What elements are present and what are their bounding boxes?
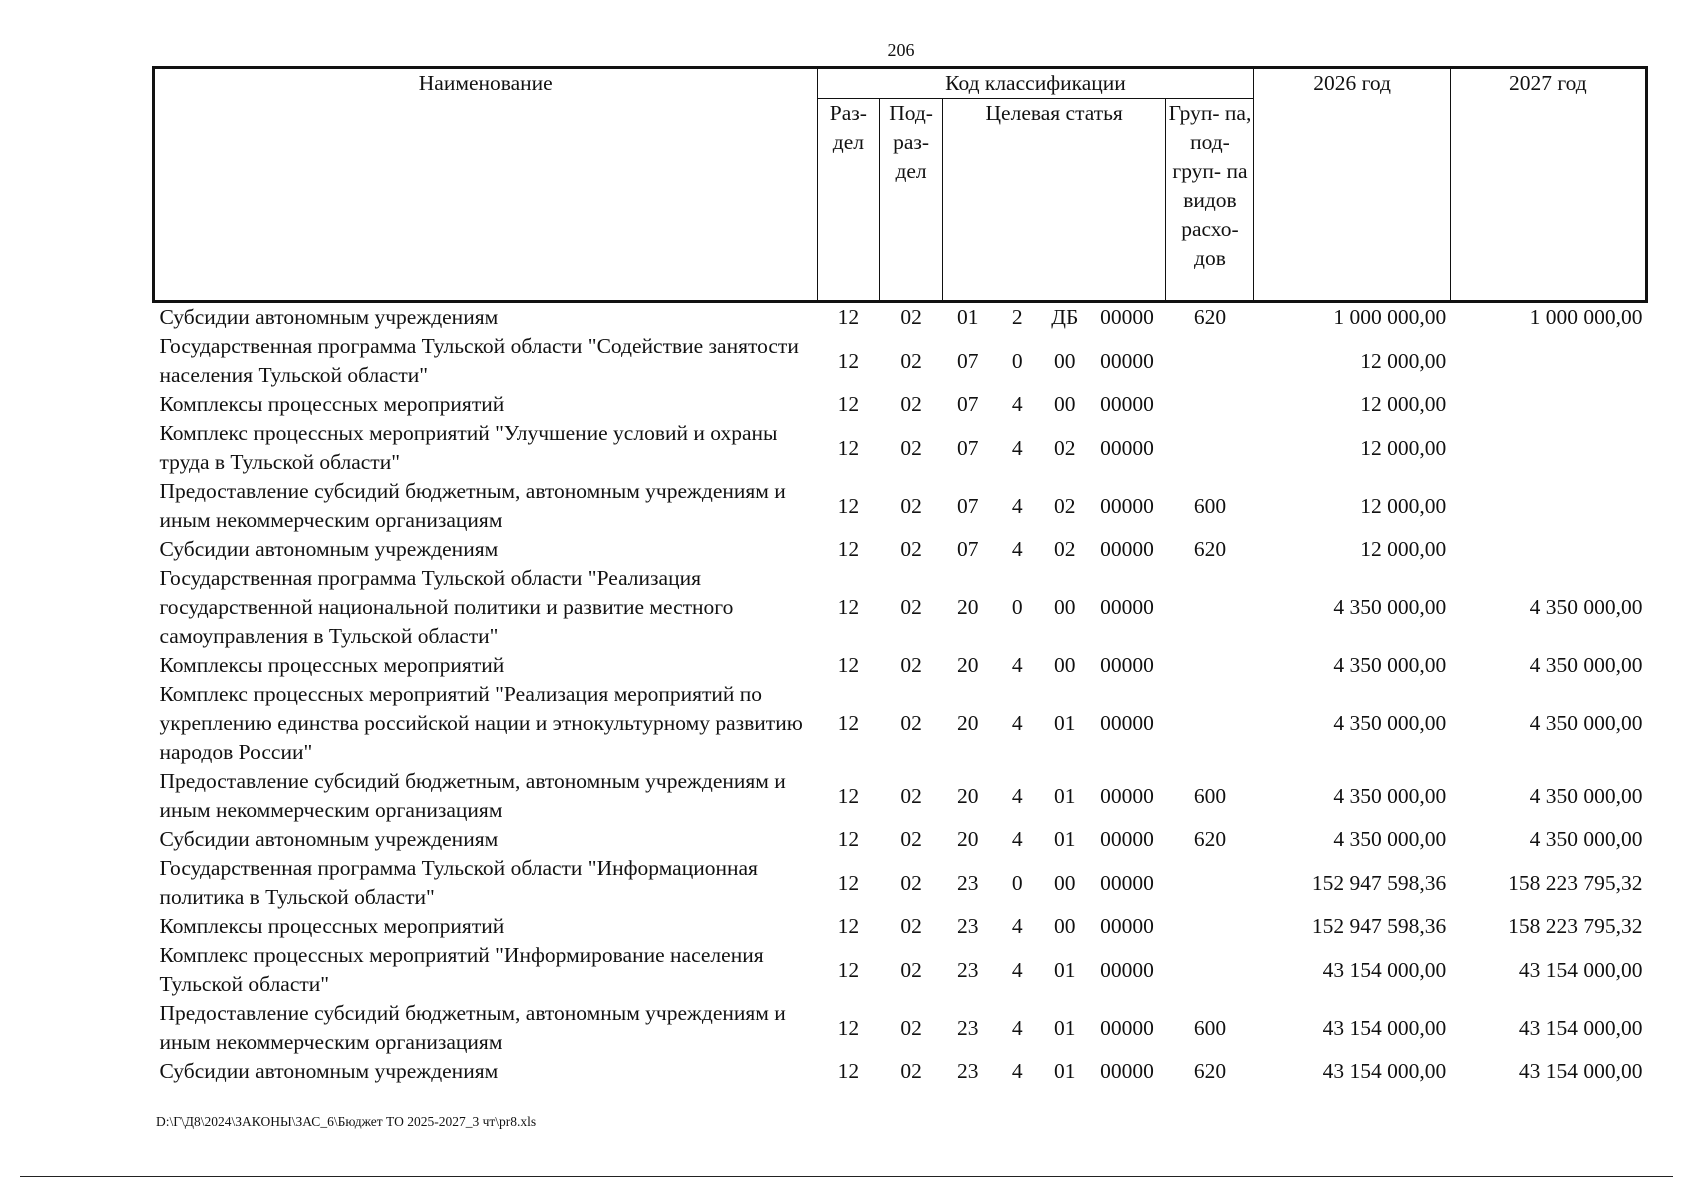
row-target-complex: 01 <box>1054 1015 1076 1040</box>
row-target-direction: 00000 <box>1100 870 1154 895</box>
row-amount-2026: 152 947 598,36 <box>1311 870 1447 895</box>
row-razdel: 12 <box>837 1059 860 1083</box>
row-name: Субсидии автономным учреждениям <box>159 537 499 561</box>
row-target-program: 20 <box>956 653 979 677</box>
row-amount-2027: 4 350 000,00 <box>1529 595 1643 619</box>
row-podrazdel: 02 <box>900 1059 922 1083</box>
row-target-direction: 00000 <box>1100 783 1154 808</box>
row-expense-group <box>1166 680 1254 767</box>
row-name: Предоставление субсидий бюджетным, автономным учреждениям и иным некоммерческим организациям <box>159 479 786 532</box>
row-target-program: 23 <box>956 1015 979 1040</box>
row-name: Комплексы процессных мероприятий <box>159 914 505 938</box>
row-razdel: 12 <box>837 783 860 808</box>
row-amount-2026: 4 350 000,00 <box>1333 827 1447 851</box>
table-row <box>154 941 1647 999</box>
row-name: Комплекс процессных мероприятий "Реализация мероприятий по укреплению единства российской нации и этнокультурному развитию народов России" <box>159 682 803 764</box>
row-name: Субсидии автономным учреждениям <box>159 827 499 851</box>
row-podrazdel: 02 <box>900 870 922 895</box>
row-target-type: 4 <box>1011 435 1023 460</box>
row-podrazdel: 02 <box>900 1015 922 1040</box>
row-expense-group <box>1166 941 1254 999</box>
row-podrazdel: 02 <box>900 783 922 808</box>
row-target-program: 23 <box>956 1059 979 1083</box>
table-row <box>154 825 1647 854</box>
row-podrazdel: 02 <box>900 653 922 677</box>
row-amount-2027 <box>1450 535 1646 564</box>
row-target-complex: ДБ <box>1051 305 1079 329</box>
row-amount-2027: 158 223 795,32 <box>1508 914 1643 938</box>
row-target-direction: 00000 <box>1100 305 1154 329</box>
row-podrazdel: 02 <box>900 827 922 851</box>
row-razdel: 12 <box>837 914 860 938</box>
row-target-direction: 00000 <box>1100 493 1154 518</box>
row-razdel: 12 <box>837 595 860 619</box>
row-razdel: 12 <box>837 435 860 460</box>
row-target-program: 07 <box>956 435 979 460</box>
header-year-2027: 2027 год <box>1450 68 1646 302</box>
row-amount-2027: 4 350 000,00 <box>1529 783 1643 808</box>
row-target-complex: 01 <box>1054 711 1076 735</box>
header-razdel: Раз- дел <box>817 99 880 302</box>
row-razdel: 12 <box>837 348 860 373</box>
row-target-type: 4 <box>1011 827 1023 851</box>
row-amount-2027: 158 223 795,32 <box>1508 870 1643 895</box>
file-path-footer: D:\Г\Д8\2024\ЗАКОНЫ\ЗАС_6\Бюджет ТО 2025-2027_3 чт\pr8.xls <box>156 1114 537 1129</box>
row-amount-2026: 43 154 000,00 <box>1322 1015 1447 1040</box>
header-year-2026: 2026 год <box>1254 68 1450 302</box>
row-target-direction: 00000 <box>1100 537 1154 561</box>
row-expense-group: 620 <box>1193 1059 1227 1083</box>
row-amount-2027 <box>1450 390 1646 419</box>
row-target-program: 23 <box>956 914 979 938</box>
budget-table <box>152 66 1648 1086</box>
table-row <box>154 390 1647 419</box>
table-row <box>154 999 1647 1057</box>
row-target-complex: 02 <box>1054 537 1076 561</box>
table-row <box>154 564 1647 651</box>
row-amount-2027 <box>1450 419 1646 477</box>
row-target-type: 0 <box>1011 348 1023 373</box>
row-expense-group: 600 <box>1193 1015 1227 1040</box>
row-target-direction: 00000 <box>1100 653 1154 677</box>
row-amount-2026: 1 000 000,00 <box>1333 305 1447 329</box>
row-expense-group <box>1166 912 1254 941</box>
table-header <box>154 68 1647 302</box>
row-name: Комплексы процессных мероприятий <box>159 653 505 677</box>
row-target-direction: 00000 <box>1100 957 1154 982</box>
row-target-program: 20 <box>956 783 979 808</box>
table-row <box>154 1057 1647 1086</box>
row-target-type: 0 <box>1011 595 1023 619</box>
row-name: Субсидии автономным учреждениям <box>159 1059 499 1083</box>
row-target-type: 2 <box>1011 305 1023 329</box>
row-expense-group <box>1166 419 1254 477</box>
row-target-complex: 00 <box>1054 348 1076 373</box>
row-name: Субсидии автономным учреждениям <box>159 305 499 329</box>
row-name: Предоставление субсидий бюджетным, автономным учреждениям и иным некоммерческим организациям <box>159 1001 786 1054</box>
row-target-type: 0 <box>1011 870 1023 895</box>
row-amount-2027: 4 350 000,00 <box>1529 827 1643 851</box>
row-expense-group <box>1166 854 1254 912</box>
row-podrazdel: 02 <box>900 493 922 518</box>
row-podrazdel: 02 <box>900 435 922 460</box>
row-razdel: 12 <box>837 537 860 561</box>
row-name: Комплекс процессных мероприятий "Информирование населения Тульской области" <box>159 943 764 996</box>
row-amount-2027: 4 350 000,00 <box>1529 653 1643 677</box>
header-target-article: Целевая статья <box>942 99 1166 302</box>
row-name: Комплексы процессных мероприятий <box>159 392 505 416</box>
row-expense-group <box>1166 390 1254 419</box>
row-target-complex: 02 <box>1054 435 1076 460</box>
row-razdel: 12 <box>837 1015 860 1040</box>
row-amount-2027: 43 154 000,00 <box>1518 1059 1643 1083</box>
row-podrazdel: 02 <box>900 305 922 329</box>
row-amount-2027: 43 154 000,00 <box>1518 1015 1643 1040</box>
row-target-type: 4 <box>1011 914 1023 938</box>
row-amount-2026: 43 154 000,00 <box>1322 957 1447 982</box>
row-target-type: 4 <box>1011 711 1023 735</box>
row-amount-2027: 4 350 000,00 <box>1529 711 1643 735</box>
row-target-complex: 01 <box>1054 1059 1076 1083</box>
row-expense-group: 600 <box>1193 493 1227 518</box>
table-row <box>154 912 1647 941</box>
header-podrazdel: Под- раз- дел <box>880 99 943 302</box>
row-target-direction: 00000 <box>1100 1015 1154 1040</box>
row-expense-group <box>1166 332 1254 390</box>
row-podrazdel: 02 <box>900 957 922 982</box>
row-amount-2026: 12 000,00 <box>1360 537 1447 561</box>
row-target-type: 4 <box>1011 1059 1023 1083</box>
row-expense-group: 600 <box>1193 783 1227 808</box>
page-number: 206 <box>887 40 915 60</box>
row-target-complex: 00 <box>1054 653 1076 677</box>
row-name: Комплекс процессных мероприятий "Улучшение условий и охраны труда в Тульской области" <box>159 421 778 474</box>
table-row <box>154 651 1647 680</box>
row-amount-2027 <box>1450 332 1646 390</box>
row-target-direction: 00000 <box>1100 348 1154 373</box>
row-amount-2026: 4 350 000,00 <box>1333 711 1447 735</box>
row-target-complex: 01 <box>1054 957 1076 982</box>
row-amount-2026: 12 000,00 <box>1360 435 1447 460</box>
header-code: Код классификации <box>817 68 1254 99</box>
row-amount-2026: 12 000,00 <box>1360 392 1447 416</box>
row-amount-2026: 43 154 000,00 <box>1322 1059 1447 1083</box>
row-podrazdel: 02 <box>900 914 922 938</box>
row-razdel: 12 <box>837 493 860 518</box>
row-podrazdel: 02 <box>900 348 922 373</box>
row-expense-group <box>1166 564 1254 651</box>
row-target-program: 20 <box>956 711 979 735</box>
row-target-direction: 00000 <box>1100 435 1154 460</box>
row-target-complex: 01 <box>1054 827 1076 851</box>
row-amount-2026: 4 350 000,00 <box>1333 783 1447 808</box>
row-target-type: 4 <box>1011 537 1023 561</box>
row-razdel: 12 <box>837 653 860 677</box>
row-target-complex: 00 <box>1054 595 1076 619</box>
row-target-direction: 00000 <box>1100 827 1154 851</box>
row-target-direction: 00000 <box>1100 392 1154 416</box>
row-name: Государственная программа Тульской области "Реализация государственной национальной политики и развитие местного самоуправления в Тульской области" <box>159 566 734 648</box>
table-row <box>154 854 1647 912</box>
bottom-rule <box>20 1176 1673 1177</box>
header-name: Наименование <box>154 68 818 302</box>
row-target-complex: 02 <box>1054 493 1076 518</box>
row-target-direction: 00000 <box>1100 914 1154 938</box>
row-expense-group: 620 <box>1193 537 1227 561</box>
row-podrazdel: 02 <box>900 537 922 561</box>
row-target-program: 23 <box>956 957 979 982</box>
row-amount-2026: 12 000,00 <box>1360 493 1447 518</box>
row-amount-2027: 1 000 000,00 <box>1529 305 1643 329</box>
row-target-complex: 00 <box>1054 392 1076 416</box>
row-target-program: 07 <box>956 348 979 373</box>
row-target-complex: 01 <box>1054 783 1076 808</box>
table-row <box>154 332 1647 390</box>
table-row <box>154 767 1647 825</box>
row-expense-group <box>1166 651 1254 680</box>
row-expense-group: 620 <box>1193 827 1227 851</box>
row-target-program: 23 <box>956 870 979 895</box>
row-target-type: 4 <box>1011 493 1023 518</box>
row-razdel: 12 <box>837 957 860 982</box>
budget-table-sheet <box>152 66 1648 1086</box>
row-expense-group: 620 <box>1193 305 1227 329</box>
row-target-program: 20 <box>956 827 979 851</box>
row-target-complex: 00 <box>1054 914 1076 938</box>
row-name: Государственная программа Тульской области "Содействие занятости населения Тульской области" <box>159 334 799 387</box>
row-razdel: 12 <box>837 392 860 416</box>
row-amount-2026: 152 947 598,36 <box>1311 914 1447 938</box>
table-row <box>154 419 1647 477</box>
table-row <box>154 680 1647 767</box>
row-target-type: 4 <box>1011 783 1023 808</box>
row-target-type: 4 <box>1011 392 1023 416</box>
row-razdel: 12 <box>837 711 860 735</box>
row-target-direction: 00000 <box>1100 1059 1154 1083</box>
table-row <box>154 477 1647 535</box>
row-podrazdel: 02 <box>900 711 922 735</box>
row-amount-2026: 4 350 000,00 <box>1333 595 1447 619</box>
row-target-direction: 00000 <box>1100 711 1154 735</box>
row-amount-2027 <box>1450 477 1646 535</box>
row-target-complex: 00 <box>1054 870 1076 895</box>
row-razdel: 12 <box>837 827 860 851</box>
row-target-program: 07 <box>956 537 979 561</box>
row-name: Государственная программа Тульской области "Информационная политика в Тульской области" <box>159 856 758 909</box>
row-amount-2026: 12 000,00 <box>1360 348 1447 373</box>
row-podrazdel: 02 <box>900 392 922 416</box>
row-amount-2026: 4 350 000,00 <box>1333 653 1447 677</box>
row-target-direction: 00000 <box>1100 595 1154 619</box>
row-target-type: 4 <box>1011 1015 1023 1040</box>
row-razdel: 12 <box>837 305 860 329</box>
row-name: Предоставление субсидий бюджетным, автономным учреждениям и иным некоммерческим организациям <box>159 769 786 822</box>
table-row <box>154 535 1647 564</box>
row-target-program: 07 <box>956 392 979 416</box>
row-target-program: 01 <box>956 305 979 329</box>
row-podrazdel: 02 <box>900 595 922 619</box>
header-expense-group: Груп- па, под- груп- па видов расхо- дов <box>1166 99 1254 302</box>
row-target-type: 4 <box>1011 957 1023 982</box>
row-target-program: 07 <box>956 493 979 518</box>
table-body <box>154 302 1647 1087</box>
row-amount-2027: 43 154 000,00 <box>1518 957 1643 982</box>
table-row <box>154 302 1647 333</box>
row-razdel: 12 <box>837 870 860 895</box>
row-target-program: 20 <box>956 595 979 619</box>
row-target-type: 4 <box>1011 653 1023 677</box>
